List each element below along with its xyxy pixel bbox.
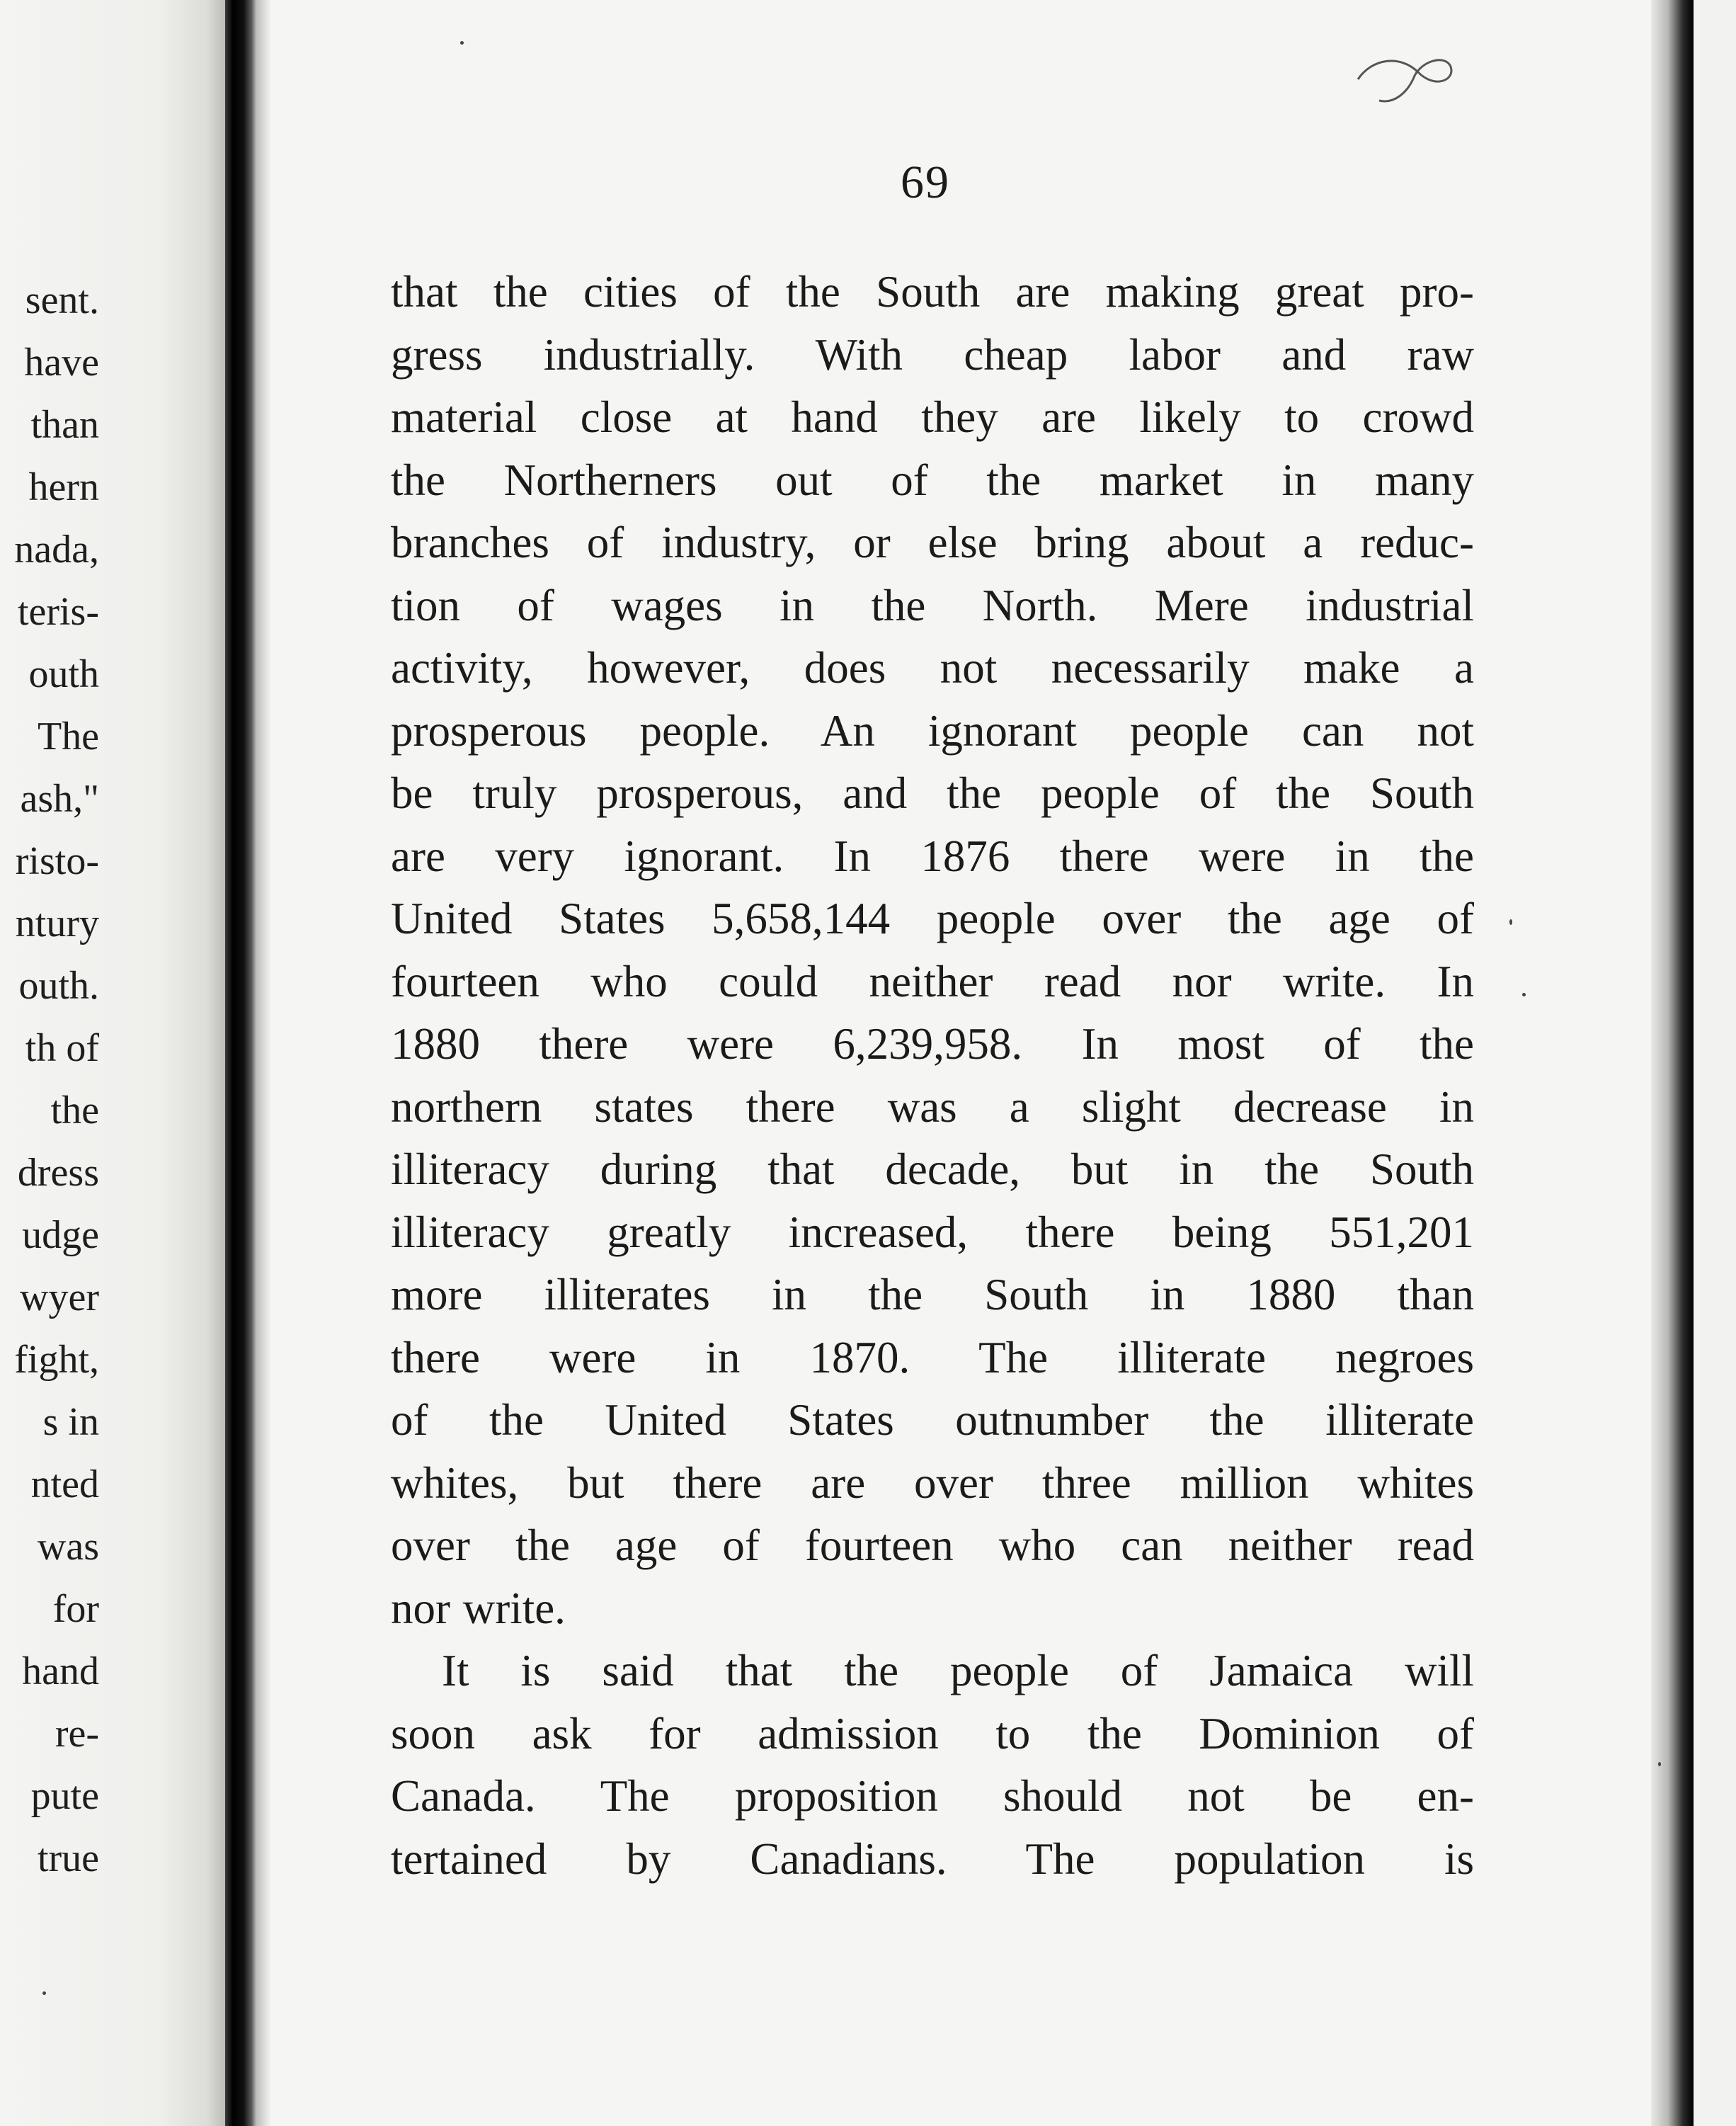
left-line-fragment: the — [50, 1088, 99, 1132]
left-line-fragment: udge — [22, 1213, 99, 1257]
text-line: prosperous people. An ignorant people can not — [391, 705, 1474, 756]
text-line: whites, but there are over three million whites — [391, 1457, 1474, 1508]
left-facing-page — [0, 0, 225, 2126]
left-line-fragment: true — [37, 1836, 99, 1880]
left-line-fragment: risto- — [15, 839, 99, 883]
text-line: soon ask for admission to the Dominion of — [391, 1708, 1474, 1758]
left-line-fragment: ntury — [15, 902, 99, 945]
book-gutter-shadow — [225, 0, 256, 2126]
text-line: tertained by Canadians. The population is — [391, 1834, 1474, 1884]
left-line-fragment: for — [52, 1587, 99, 1631]
left-line-fragment: outh. — [18, 964, 99, 1008]
text-line: 1880 there were 6,239,958. In most of the — [391, 1019, 1474, 1069]
scan-speck — [42, 1991, 46, 1995]
text-line: It is said that the people of Jamaica will — [442, 1646, 1474, 1695]
left-line-fragment: was — [37, 1525, 99, 1569]
text-line: gress industrially. With cheap labor and raw — [391, 329, 1474, 380]
text-line: fourteen who could neither read nor write. In — [391, 956, 1474, 1006]
scan-speck — [1522, 993, 1526, 996]
paragraph — [391, 1639, 1474, 1890]
scan-speck — [1509, 919, 1512, 925]
text-line: branches of industry, or else bring about a reduc- — [391, 518, 1474, 567]
gutter-edge — [256, 0, 270, 2126]
page-edge-shadow — [1651, 0, 1694, 2126]
text-line: material close at hand they are likely to crowd — [391, 392, 1474, 442]
text-line: that the cities of the South are making great pro- — [391, 267, 1474, 317]
paragraph — [391, 261, 1474, 1639]
text-line: be truly prosperous, and the people of the South — [391, 768, 1474, 818]
text-line: more illiterates in the South in 1880 than — [391, 1270, 1474, 1319]
text-line: the Northerners out of the market in many — [391, 455, 1474, 505]
left-line-fragment: s in — [42, 1400, 99, 1444]
left-line-fragment: nada, — [14, 528, 99, 572]
scan-speck — [1658, 1762, 1661, 1766]
text-line: there were in 1870. The illiterate negroes — [391, 1332, 1474, 1382]
text-line: illiteracy greatly increased, there being 551,201 — [391, 1207, 1474, 1257]
left-line-fragment: outh — [28, 652, 99, 696]
left-line-fragment: dress — [17, 1151, 99, 1195]
text-line: activity, however, does not necessarily make a — [391, 643, 1474, 693]
text-line: tion of wages in the North. Mere industrial — [391, 580, 1474, 630]
text-line: over the age of fourteen who can neither read — [391, 1520, 1474, 1570]
left-line-fragment: th of — [25, 1026, 99, 1070]
left-line-fragment: ash," — [20, 777, 99, 821]
left-line-fragment: hern — [28, 465, 99, 509]
left-line-fragment: than — [30, 403, 99, 447]
text-line: illiteracy during that decade, but in the South — [391, 1144, 1474, 1194]
text-line: of the United States outnumber the illiterate — [391, 1395, 1474, 1445]
text-line: nor write. — [391, 1583, 566, 1633]
pencil-doodle — [1351, 51, 1464, 115]
text-line: United States 5,658,144 people over the age of — [391, 894, 1474, 943]
left-line-fragment: have — [24, 341, 99, 385]
left-line-fragment: teris- — [17, 590, 99, 634]
scan-speck — [460, 41, 464, 45]
left-line-fragment: nted — [30, 1462, 99, 1506]
left-line-fragment: pute — [30, 1774, 99, 1818]
left-line-fragment: re- — [55, 1712, 99, 1756]
text-line: Canada. The proposition should not be en- — [391, 1771, 1474, 1821]
text-line: northern states there was a slight decrease in — [391, 1081, 1474, 1132]
left-line-fragment: fight, — [14, 1338, 99, 1382]
left-line-fragment: hand — [22, 1649, 99, 1693]
left-line-fragment: wyer — [20, 1275, 99, 1319]
page-number: 69 — [901, 157, 950, 208]
text-line: are very ignorant. In 1876 there were in the — [391, 831, 1474, 881]
body-text — [391, 261, 1474, 1890]
left-line-fragment: The — [37, 715, 99, 758]
left-line-fragment: sent. — [25, 278, 99, 322]
